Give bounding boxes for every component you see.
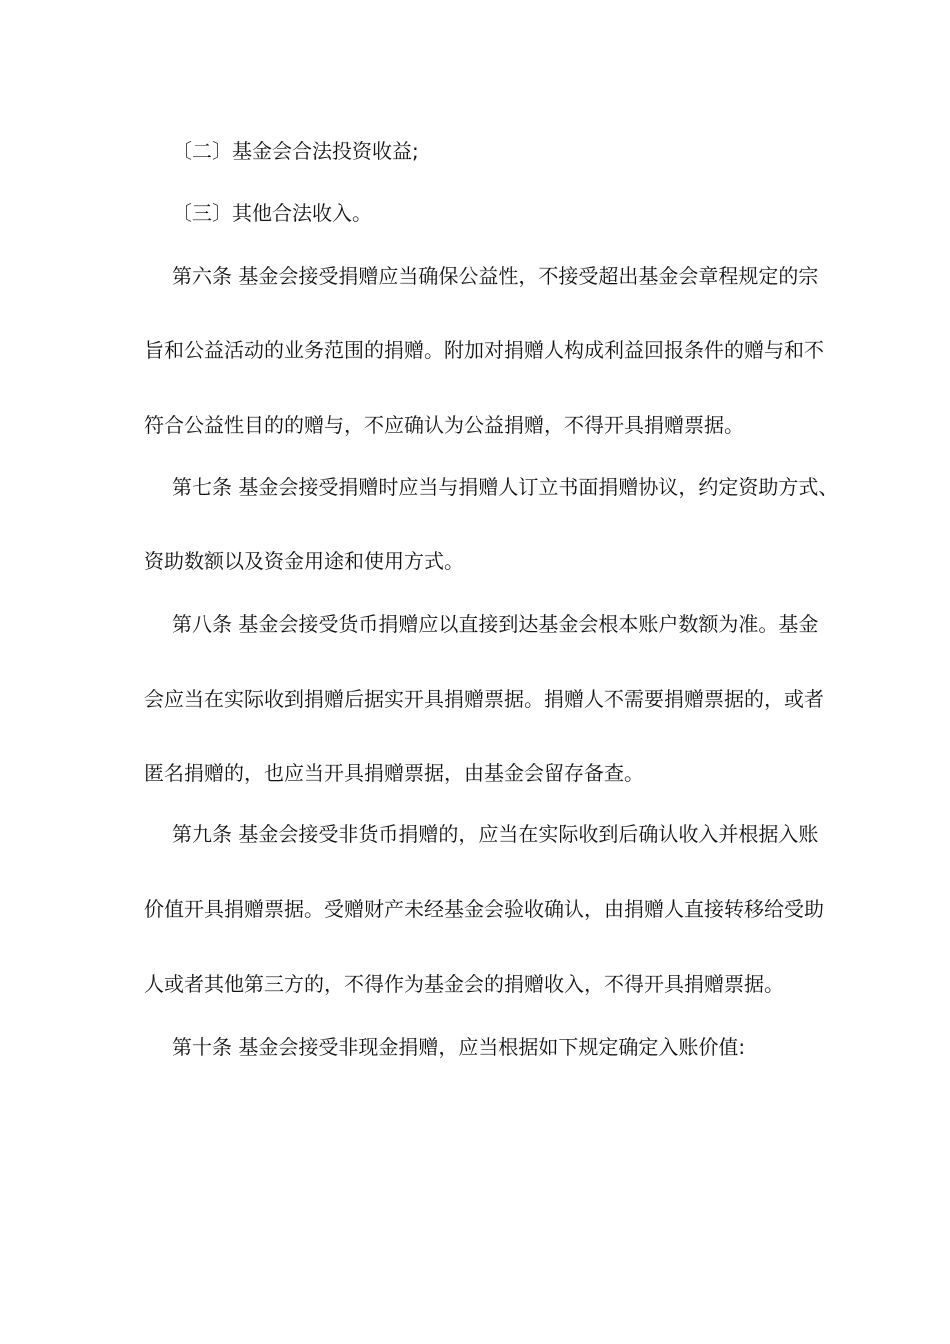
article-8-line-2: 会应当在实际收到捐赠后据实开具捐赠票据。捐赠人不需要捐赠票据的，或者 <box>144 687 824 711</box>
article-8-line-1: 第八条 基金会接受货币捐赠应以直接到达基金会根本账户数额为准。基金 <box>172 612 819 636</box>
article-10-line-1: 第十条 基金会接受非现金捐赠，应当根据如下规定确定入账价值: <box>172 1035 746 1059</box>
clause-item-2: 〔二〕基金会合法投资收益; <box>172 139 419 163</box>
article-6-line-2: 旨和公益活动的业务范围的捐赠。附加对捐赠人构成利益回报条件的赠与和不 <box>144 338 824 362</box>
article-9-line-3: 人或者其他第三方的，不得作为基金会的捐赠收入，不得开具捐赠票据。 <box>144 972 784 996</box>
article-6-line-3: 符合公益性目的的赠与，不应确认为公益捐赠，不得开具捐赠票据。 <box>144 413 744 437</box>
article-9-line-2: 价值开具捐赠票据。受赠财产未经基金会验收确认，由捐赠人直接转移给受助 <box>144 897 824 921</box>
article-9-line-1: 第九条 基金会接受非货币捐赠的，应当在实际收到后确认收入并根据入账 <box>172 822 819 846</box>
article-7-line-1: 第七条 基金会接受捐赠时应当与捐赠人订立书面捐赠协议，约定资助方式、 <box>172 475 839 499</box>
article-8-line-3: 匿名捐赠的，也应当开具捐赠票据，由基金会留存备查。 <box>144 761 644 785</box>
clause-item-3: 〔三〕其他合法收入。 <box>172 201 372 225</box>
article-7-line-2: 资助数额以及资金用途和使用方式。 <box>144 549 464 573</box>
article-6-line-1: 第六条 基金会接受捐赠应当确保公益性，不接受超出基金会章程规定的宗 <box>172 264 819 288</box>
